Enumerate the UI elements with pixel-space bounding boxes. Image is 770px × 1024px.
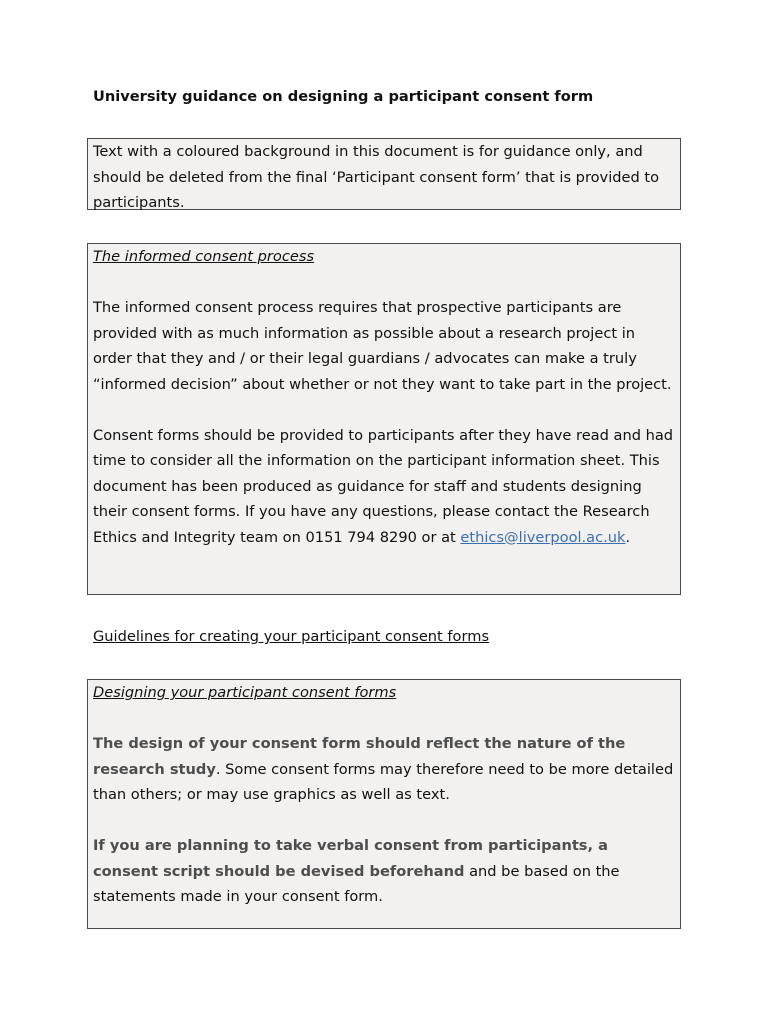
design-reflect-rest: . Some consent forms may therefore need to be more detailed than others; or may use graphics as well as text. — [93, 760, 674, 803]
informed-consent-paragraph-2-text: Consent forms should be provided to participants after they have read and had time to consider all the information on the participant information sheet. This document has been produced as guidance for staff and students designing their consent forms. If you have any questions, please contact the Research Ethics and Integrity team on 0151 794 8290 or at — [93, 426, 674, 546]
ethics-email-link[interactable]: ethics@liverpool.ac.uk — [460, 528, 626, 546]
designing-forms-paragraph-2 — [93, 833, 675, 910]
guidance-note-text: Text with a coloured background in this document is for guidance only, and should be deleted from the final ‘Participant consent form’ that is provided to participants. — [93, 143, 660, 211]
designing-forms-paragraph-1 — [93, 731, 675, 808]
designing-forms-heading: Designing your participant consent forms — [93, 684, 397, 701]
informed-consent-paragraph-1: The informed consent process requires that prospective participants are provided with as much information as possible about a research project in order that they and / or their legal guardians / advocates can make a truly “informed decision” about whether or not they want to take part in the project. — [93, 299, 672, 393]
design-reflect-emphasis: The design of your consent form should reflect the nature of the research study — [93, 735, 626, 778]
designing-forms-box — [87, 679, 681, 929]
verbal-consent-rest: and be based on the statements made in your consent form. — [93, 862, 620, 905]
informed-consent-paragraph-2-end: . — [625, 528, 631, 546]
guidelines-heading: Guidelines for creating your participant consent forms — [93, 628, 490, 645]
informed-consent-paragraph-2 — [93, 423, 675, 551]
guidance-note-box — [87, 138, 681, 210]
informed-consent-box — [87, 243, 681, 595]
informed-consent-heading: The informed consent process — [93, 248, 315, 265]
page-title: University guidance on designing a participant consent form — [93, 88, 594, 105]
verbal-consent-emphasis: If you are planning to take verbal consent from participants, a consent script should be devised beforehand — [93, 837, 608, 880]
